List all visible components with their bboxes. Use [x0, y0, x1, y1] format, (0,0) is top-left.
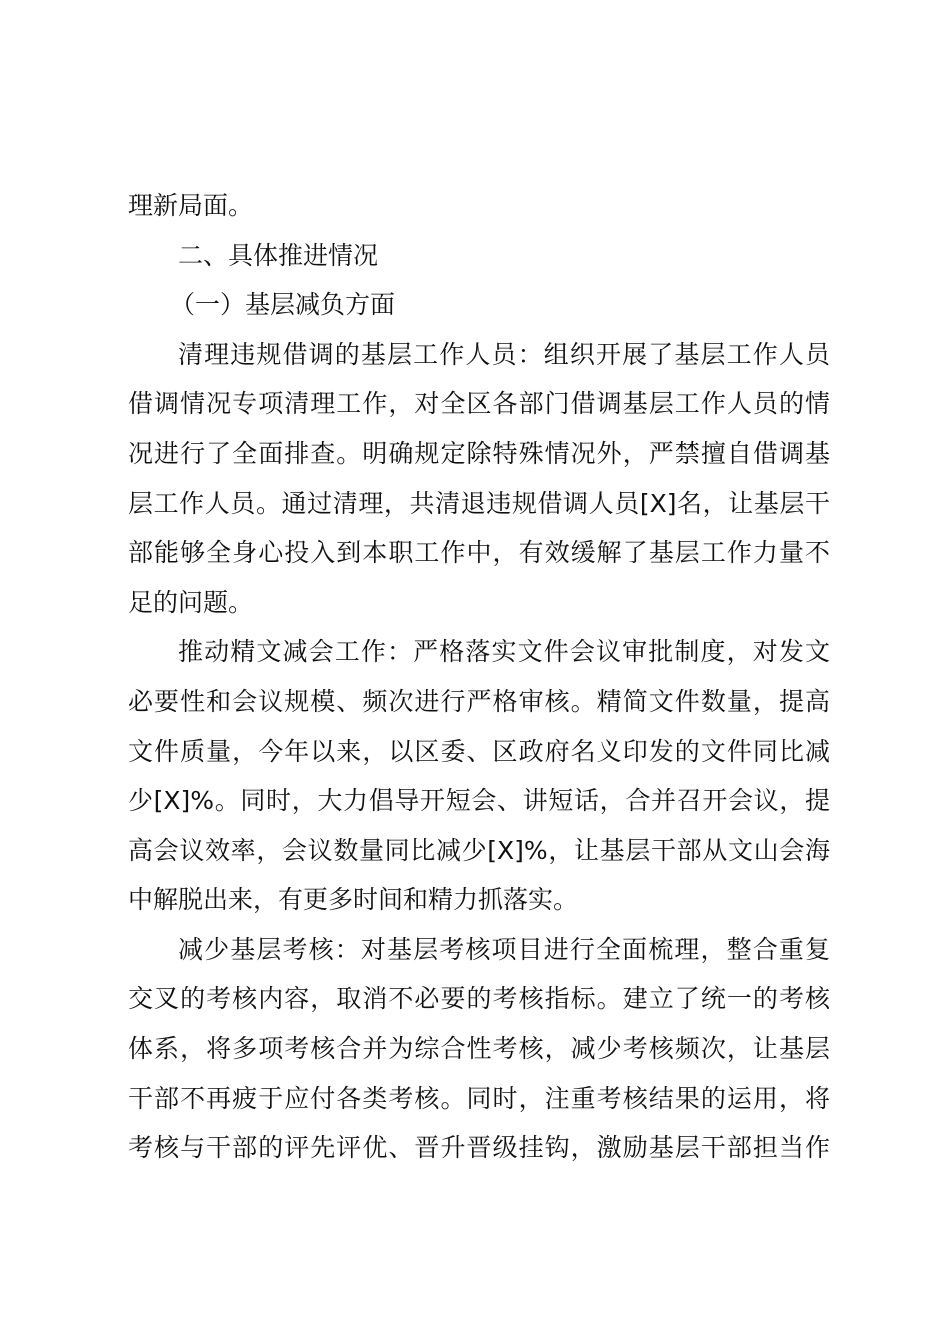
paragraph-3-line-4: 干部不再疲于应付各类考核。同时，注重考核结果的运用，将 — [128, 1084, 830, 1113]
paragraph-3-line-2: 交叉的考核内容，取消不必要的考核指标。建立了统一的考核 — [128, 984, 830, 1013]
paragraph-2-line-3: 文件质量，今年以来，以区委、区政府名义印发的文件同比减 — [128, 737, 830, 766]
paragraph-3-line-3: 体系，将多项考核合并为综合性考核，减少考核频次，让基层 — [128, 1034, 830, 1063]
section-heading: 二、具体推进情况 — [178, 241, 379, 270]
paragraph-2-line-2: 必要性和会议规模、频次进行严格审核。精简文件数量，提高 — [128, 687, 830, 716]
paragraph-1-line-5: 部能够全身心投入到本职工作中，有效缓解了基层工作力量不 — [128, 538, 830, 567]
paragraph-2-line-1: 推动精文减会工作：严格落实文件会议审批制度，对发文 — [178, 637, 830, 666]
paragraph-1-line-4: 层工作人员。通过清理，共清退违规借调人员[X]名，让基层干 — [128, 489, 830, 518]
paragraph-2-line-5: 高会议效率，会议数量同比减少[X]%，让基层干部从文山会海 — [128, 836, 830, 865]
paragraph-1-line-6: 足的问题。 — [128, 588, 254, 617]
text-line-1: 理新局面。 — [128, 191, 254, 220]
paragraph-2-line-6: 中解脱出来，有更多时间和精力抓落实。 — [128, 885, 579, 914]
paragraph-3-line-1: 减少基层考核：对基层考核项目进行全面梳理，整合重复 — [178, 935, 830, 964]
subsection-heading: （一）基层减负方面 — [170, 290, 396, 319]
paragraph-1-line-1: 清理违规借调的基层工作人员：组织开展了基层工作人员 — [178, 340, 830, 369]
paragraph-2-line-4: 少[X]%。同时，大力倡导开短会、讲短话，合并召开会议，提 — [128, 786, 830, 815]
paragraph-1-line-3: 况进行了全面排查。明确规定除特殊情况外，严禁擅自借调基 — [128, 439, 830, 468]
paragraph-3-line-5: 考核与干部的评先评优、晋升晋级挂钩，激励基层干部担当作 — [128, 1133, 830, 1162]
paragraph-1-line-2: 借调情况专项清理工作，对全区各部门借调基层工作人员的情 — [128, 389, 830, 418]
